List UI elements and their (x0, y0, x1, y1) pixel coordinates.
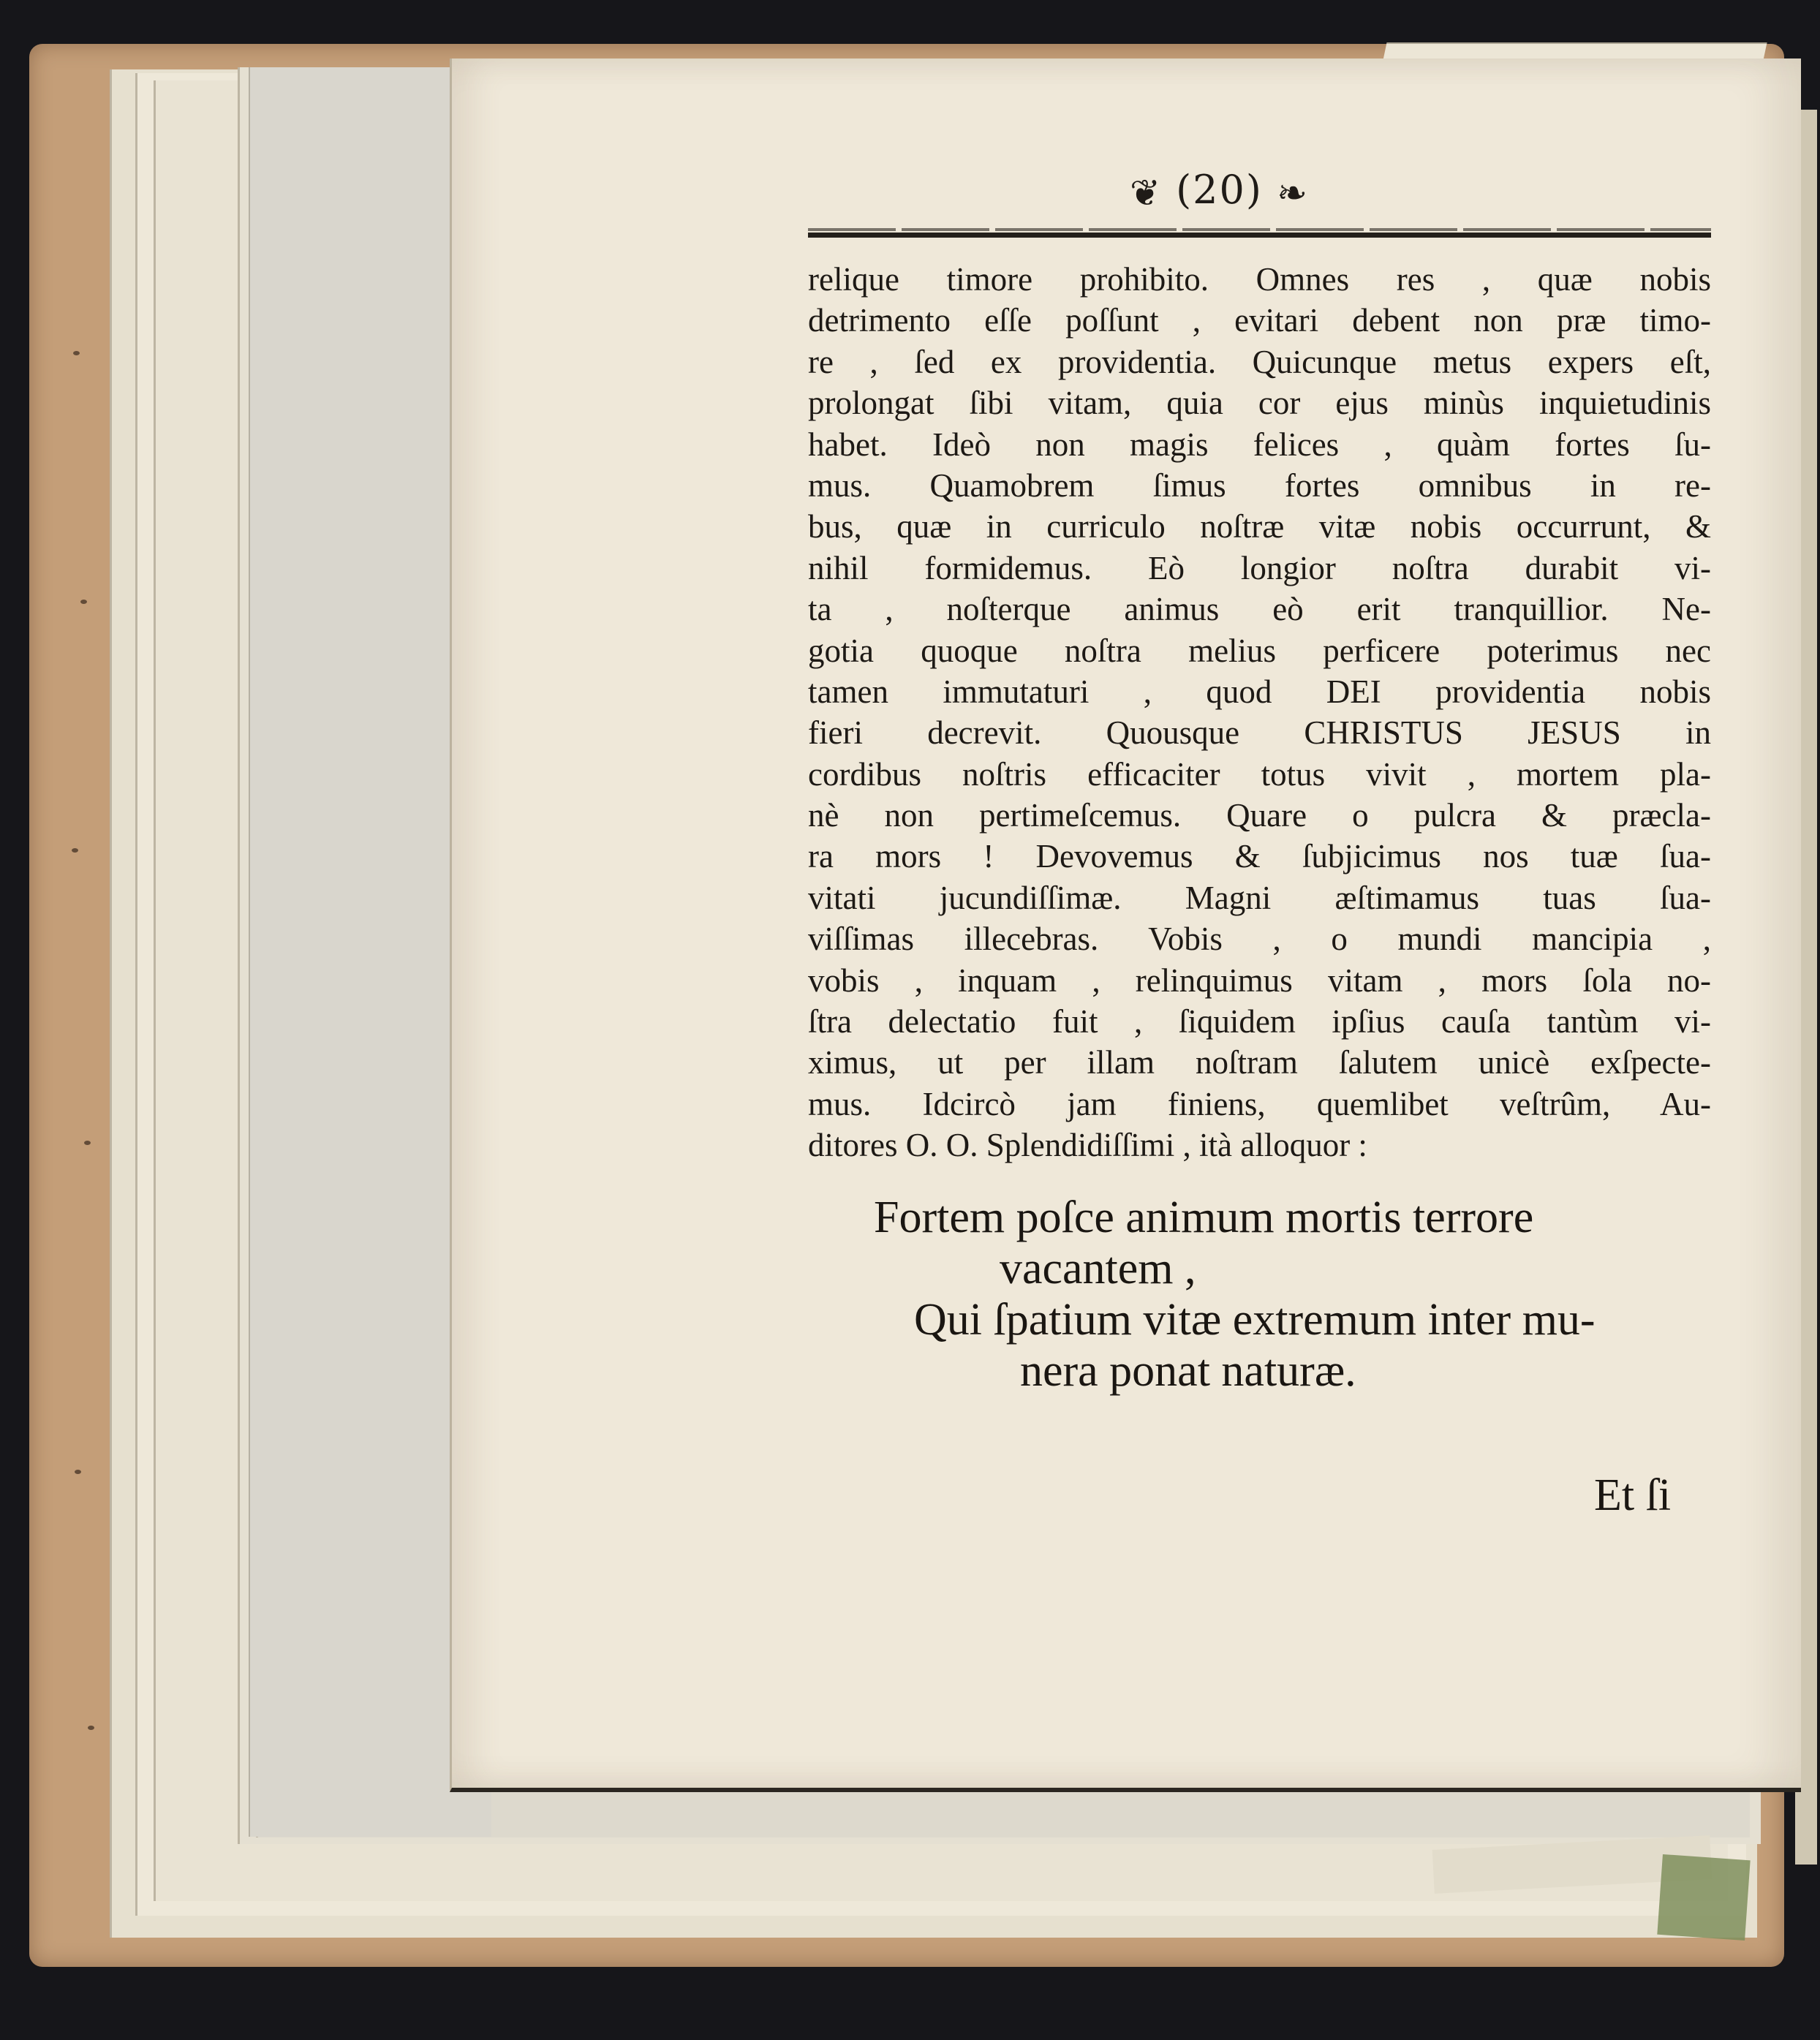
verse-line: nera ponat naturæ. (1020, 1346, 1356, 1396)
text-line: vitati jucundiſſimæ. Magni æſtimamus tuas ſua- (808, 879, 1711, 916)
text-line: cordibus noſtris efficaciter totus vivit , mortem pla- (808, 755, 1711, 793)
text-line: ra mors ! Devovemus & ſubjicimus nos tuæ ſua- (808, 838, 1711, 875)
verse-line: vacantem , (1000, 1244, 1196, 1293)
text-line: bus, quæ in curriculo noſtræ vitæ nobis occurrunt, & (808, 508, 1711, 545)
text-line: gotia quoque noſtra melius perficere poterimus nec (808, 632, 1711, 669)
text-line: ſtra delectatio fuit , ſiquidem ipſius cauſa tantùm vi- (808, 1003, 1711, 1040)
text-line: re , ſed ex providentia. Quicunque metus expers eſt, (808, 343, 1711, 380)
text-line: vobis , inquam , relinquimus vitam , mors ſola no- (808, 962, 1711, 999)
text-line: mus. Idcircò jam finiens, quemlibet veſtrûm, Au- (808, 1085, 1711, 1122)
text-line: relique timore prohibito. Omnes res , quæ nobis (808, 261, 1711, 298)
verse-line: Qui ſpatium vitæ extremum inter mu- (914, 1295, 1596, 1345)
text-line: ta , noſterque animus eò erit tranquillior. Ne- (808, 591, 1711, 628)
page-header (1130, 167, 1309, 214)
catchword: Et ſi (1594, 1470, 1672, 1520)
text-line: nihil formidemus. Eò longior noſtra durabit vi- (808, 549, 1711, 586)
body-text (808, 259, 1711, 1166)
text-line: viſſimas illecebras. Vobis , o mundi mancipia , (808, 921, 1711, 958)
text-line: ditores O. O. Splendidiſſimi , ità alloquor : (808, 1127, 1367, 1164)
page-number: (20) (1176, 167, 1263, 213)
green-paper-scrap (1657, 1854, 1750, 1941)
text-line: ximus, ut per illam noſtram ſalutem unicè exſpecte- (808, 1044, 1711, 1081)
fleuron-icon: ❦ (1130, 172, 1162, 214)
text-line: mus. Quamobrem ſimus fortes omnibus in re- (808, 466, 1711, 504)
header-rule (808, 233, 1711, 238)
fleuron-icon: ❧ (1277, 172, 1310, 214)
text-line: nè non pertimeſcemus. Quare o pulcra & præcla- (808, 797, 1711, 834)
text-line: fieri decrevit. Quousque CHRISTUS JESUS in (808, 714, 1711, 752)
text-line: habet. Ideò non magis felices , quàm fortes ſu- (808, 426, 1711, 463)
header-rule-dashed (808, 228, 1711, 231)
text-line: detrimento eſſe poſſunt , evitari debent non præ timo- (808, 302, 1711, 339)
verse-quotation (808, 1192, 1711, 1397)
text-line: prolongat ſibi vitam, quia cor ejus minùs inquietudinis (808, 385, 1711, 422)
verse-line: Fortem poſce animum mortis terrore (874, 1193, 1534, 1242)
text-line: tamen immutaturi , quod DEI providentia nobis (808, 673, 1711, 710)
